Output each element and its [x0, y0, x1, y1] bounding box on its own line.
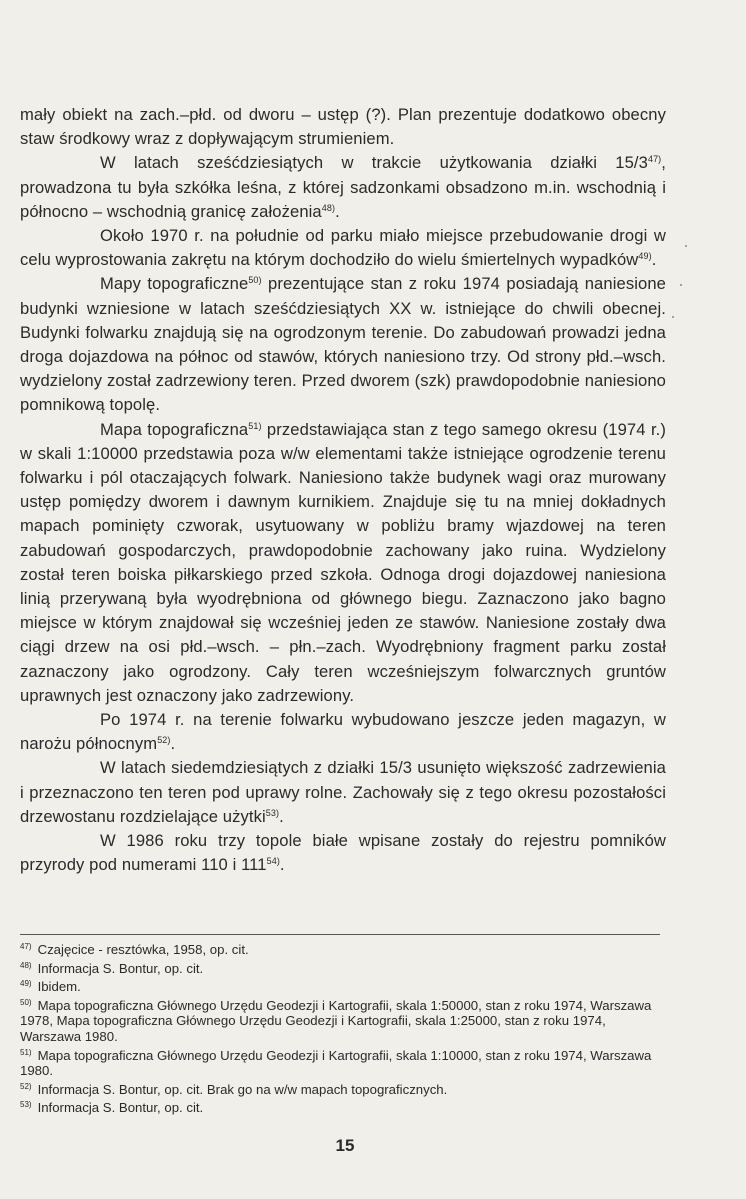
scan-speck — [672, 316, 674, 318]
paragraph-text: Mapa topograficzna — [100, 419, 249, 439]
footnote-marker: 53) — [20, 1100, 32, 1110]
paragraph-text: Około 1970 r. na południe od parku miało miejsce przebudowanie drogi w celu wyprostowania zakrętu na którym dochodziło do wielu śmiertelnych wypadków — [20, 226, 666, 270]
paragraph-text: . — [651, 250, 657, 270]
footnote — [20, 1097, 666, 1116]
paragraph-text: . — [279, 806, 284, 826]
footnote-ref: 49) — [638, 251, 652, 262]
footnote-ref: 50) — [248, 275, 262, 286]
footnote-marker: 51) — [20, 1047, 32, 1057]
paragraph-text: , prowadzona tu była szkółka leśna, z której sadzonkami obsadzono m.in. wschodnią i północno – wschodnią granicę założenia — [20, 153, 666, 221]
body-text — [20, 103, 666, 878]
footnote — [20, 976, 666, 995]
paragraph-text: W latach siedemdziesiątych z działki 15/3 usunięto większość zadrzewienia i przeznaczono ten teren pod uprawy rolne. Zachowały się z tego okresu pozostałości drzewostanu rozdzielające użytki — [20, 758, 666, 826]
footnote-text: Mapa topograficzna Głównego Urzędu Geodezji i Kartografii, skala 1:50000, stan z roku 1974, Warszawa 1978, Mapa topograficzna Głównego Urzędu Geodezji i Kartografii, skala 1:25000, stan z roku 1974, Warszawa 1980. — [20, 997, 652, 1044]
footnote — [20, 1045, 666, 1079]
paragraph — [20, 224, 666, 272]
page-number: 15 — [335, 1136, 355, 1155]
paragraph-text: prezentujące stan z roku 1974 posiadają naniesione budynki wzniesione w latach sześćdziesiątych XX w. istniejące do chwili obecnej. Budynki folwarku znajdują się na ogrodzonym terenie. Do zabudowań prowadzi jedna droga dojazdowa na północ od stawów, których naniesiono trzy. Od strony płd.–wsch. wydzielony został zadrzewiony teren. Przed dworem (szk) prawdopodobnie naniesiono pomnikową topolę. — [20, 274, 666, 415]
footnote-ref: 48) — [321, 202, 336, 213]
footnote-text: Informacja S. Bontur, op. cit. Brak go na w/w mapach topograficznych. — [37, 1081, 448, 1097]
footnote-text: Czajęcice - resztówka, 1958, op. cit. — [37, 942, 249, 957]
footnote-text: Informacja S. Bontur, op. cit. — [37, 1100, 204, 1116]
paragraph-text: . — [335, 201, 340, 221]
scan-speck — [680, 284, 682, 286]
paragraph — [20, 708, 666, 756]
footnote-marker: 48) — [20, 960, 32, 970]
paragraph-text: Mapy topograficzne — [100, 274, 249, 294]
footnote-ref: 52) — [157, 735, 171, 746]
paragraph-text: W 1986 roku trzy topole białe wpisane zostały do rejestru pomników przyrody pod numerami 110 i 111 — [20, 831, 666, 875]
footnote-ref: 53) — [265, 807, 280, 818]
paragraph-text: przedstawiająca stan z tego samego okresu (1974 r.) w skali 1:10000 przedstawia poza w/w elementami także istniejące ogrodzenie terenu folwarku i pól otaczających folwark. Naniesiono także budynek wagi oraz murowany ustęp pomiędzy dworem i dawnym kurnikiem. Znajduje się tu na mniej dokładnych mapach pominięty czworak, usytuowany w pobliżu bramy wjazdowej na teren zabudowań gospodarczych, prawdopodobnie zachowany jako ruina. Wydzielony został teren boiska piłkarskiego przed szkoła. Odnoga drogi dojazdowej naniesiona linią przerywaną była wyodrębniona od głównego biegu. Zaznaczono jako bagno miejsce w którym znajdował się wcześniej jeden ze stawów. Naniesione zostały dwa ciągi drzew na osi płd.–wsch. – płn.–zach. Wyodrębniony fragment parku został zaznaczony jako ogrodzony. Cały teren wcześniejszym folwarcznych gruntów uprawnych jest oznaczony jako zadrzewiony. — [20, 419, 666, 705]
footnote — [20, 1079, 666, 1098]
footnote-text: Ibidem. — [37, 979, 81, 995]
footnote-marker: 52) — [20, 1081, 32, 1091]
footnote-marker: 47) — [20, 942, 32, 951]
footnote-ref: 51) — [248, 420, 262, 431]
footnote-marker: 50) — [20, 997, 32, 1007]
paragraph — [20, 151, 666, 224]
paragraph — [20, 418, 666, 708]
paragraph-text: Po 1974 r. na terenie folwarku wybudowano jeszcze jeden magazyn, w narożu północnym — [20, 710, 666, 754]
footnote-marker: 49) — [20, 979, 32, 989]
footnote — [20, 958, 666, 977]
paragraph-text: W latach sześćdziesiątych w trakcie użytkowania działki 15/3 — [100, 153, 648, 173]
paragraph-text: . — [170, 734, 176, 754]
paragraph-text: mały obiekt na zach.–płd. od dworu – ustęp (?). Plan prezentuje dodatkowo obecny staw środkowy wraz z dopływającym strumieniem. — [20, 105, 666, 149]
footnote-text: Informacja S. Bontur, op. cit. — [37, 960, 204, 976]
footnote — [20, 995, 666, 1045]
paragraph-text: . — [279, 855, 285, 875]
footnotes — [20, 939, 666, 1116]
footnote-text: Mapa topograficzna Głównego Urzędu Geodezji i Kartografii, skala 1:10000, stan z roku 1974, Warszawa 1980. — [20, 1047, 652, 1079]
paragraph — [20, 829, 666, 877]
footnote — [20, 939, 666, 958]
paragraph — [20, 272, 666, 417]
paragraph — [20, 103, 666, 151]
footnote-ref: 47) — [647, 154, 662, 165]
footnote-ref: 54) — [266, 856, 280, 867]
scan-speck — [685, 245, 687, 247]
paragraph — [20, 756, 666, 829]
footnote-separator — [20, 934, 660, 935]
